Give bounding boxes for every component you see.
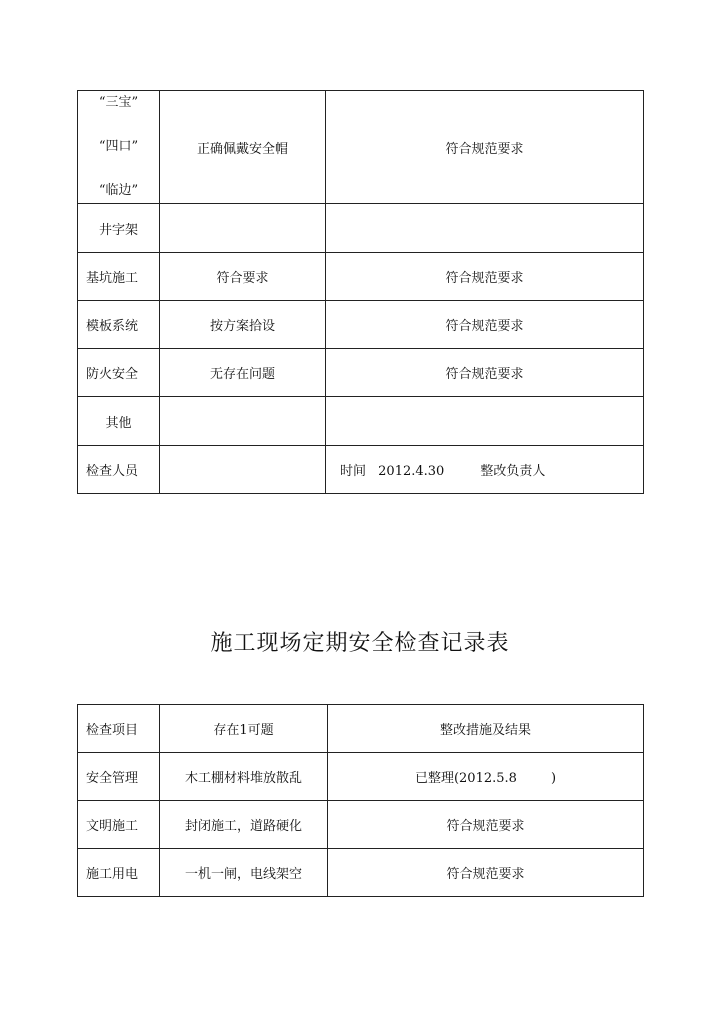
table-row [78, 849, 644, 897]
result-cell [326, 397, 644, 446]
result-suffix: ) [550, 771, 557, 786]
result-prefix: 已整理(2012.5.8 [414, 771, 517, 786]
issue-cell: 符合要求 [160, 253, 326, 301]
inspection-record-table [77, 704, 644, 897]
item-cell: 井字架 [78, 204, 160, 253]
issue-cell [160, 204, 326, 253]
item-cell: 模板系统 [78, 301, 160, 349]
page-title: 施工现场定期安全检查记录表 [210, 631, 510, 656]
table-row [78, 253, 644, 301]
table-row [78, 204, 644, 253]
result-cell [326, 204, 644, 253]
header-issue: 存在1可题 [160, 705, 328, 753]
issue-cell: 无存在问题 [160, 349, 326, 397]
item-cell [78, 91, 160, 204]
item-cell: 施工用电 [78, 849, 160, 897]
inspection-date: 2012.4.30 [378, 464, 445, 479]
issue-cell: 封闭施工，道路硬化 [160, 801, 328, 849]
time-label: 时间 [340, 464, 367, 479]
issue-cell: 正确佩戴安全帽 [160, 91, 326, 204]
result-cell: 符合规范要求 [326, 253, 644, 301]
item-cell: 文明施工 [78, 801, 160, 849]
result-cell: 符合规范要求 [326, 91, 644, 204]
item-cell: 安全管理 [78, 753, 160, 801]
item-label-linbian: “临边” [98, 183, 139, 198]
table-row [78, 349, 644, 397]
item-label-sanbao: “三宝” [98, 95, 139, 110]
table-row [78, 801, 644, 849]
item-cell: 基坑施工 [78, 253, 160, 301]
result-cell: 符合规范要求 [326, 301, 644, 349]
table-row [78, 753, 644, 801]
time-responsible-cell [326, 446, 644, 494]
header-row [78, 705, 644, 753]
result-cell: 符合规范要求 [326, 349, 644, 397]
item-label-sikou: “四口” [98, 139, 139, 154]
issue-cell: 木工棚材料堆放散乱 [160, 753, 328, 801]
item-cell: 防火安全 [78, 349, 160, 397]
result-cell: 符合规范要求 [328, 801, 644, 849]
table-row [78, 91, 644, 204]
issue-cell: 一机一闸，电线架空 [160, 849, 328, 897]
inspector-row [78, 446, 644, 494]
header-result: 整改措施及结果 [328, 705, 644, 753]
table-row [78, 397, 644, 446]
issue-cell: 按方案拾设 [160, 301, 326, 349]
inspector-label: 检查人员 [78, 446, 160, 494]
issue-cell [160, 397, 326, 446]
responsible-label: 整改负责人 [480, 464, 546, 479]
item-cell: 其他 [78, 397, 160, 446]
table-row [78, 301, 644, 349]
inspection-table-continued [77, 90, 644, 494]
result-cell [328, 753, 644, 801]
item-label-stack [78, 93, 159, 201]
inspector-value [160, 446, 326, 494]
header-item: 检查项目 [78, 705, 160, 753]
result-cell: 符合规范要求 [328, 849, 644, 897]
